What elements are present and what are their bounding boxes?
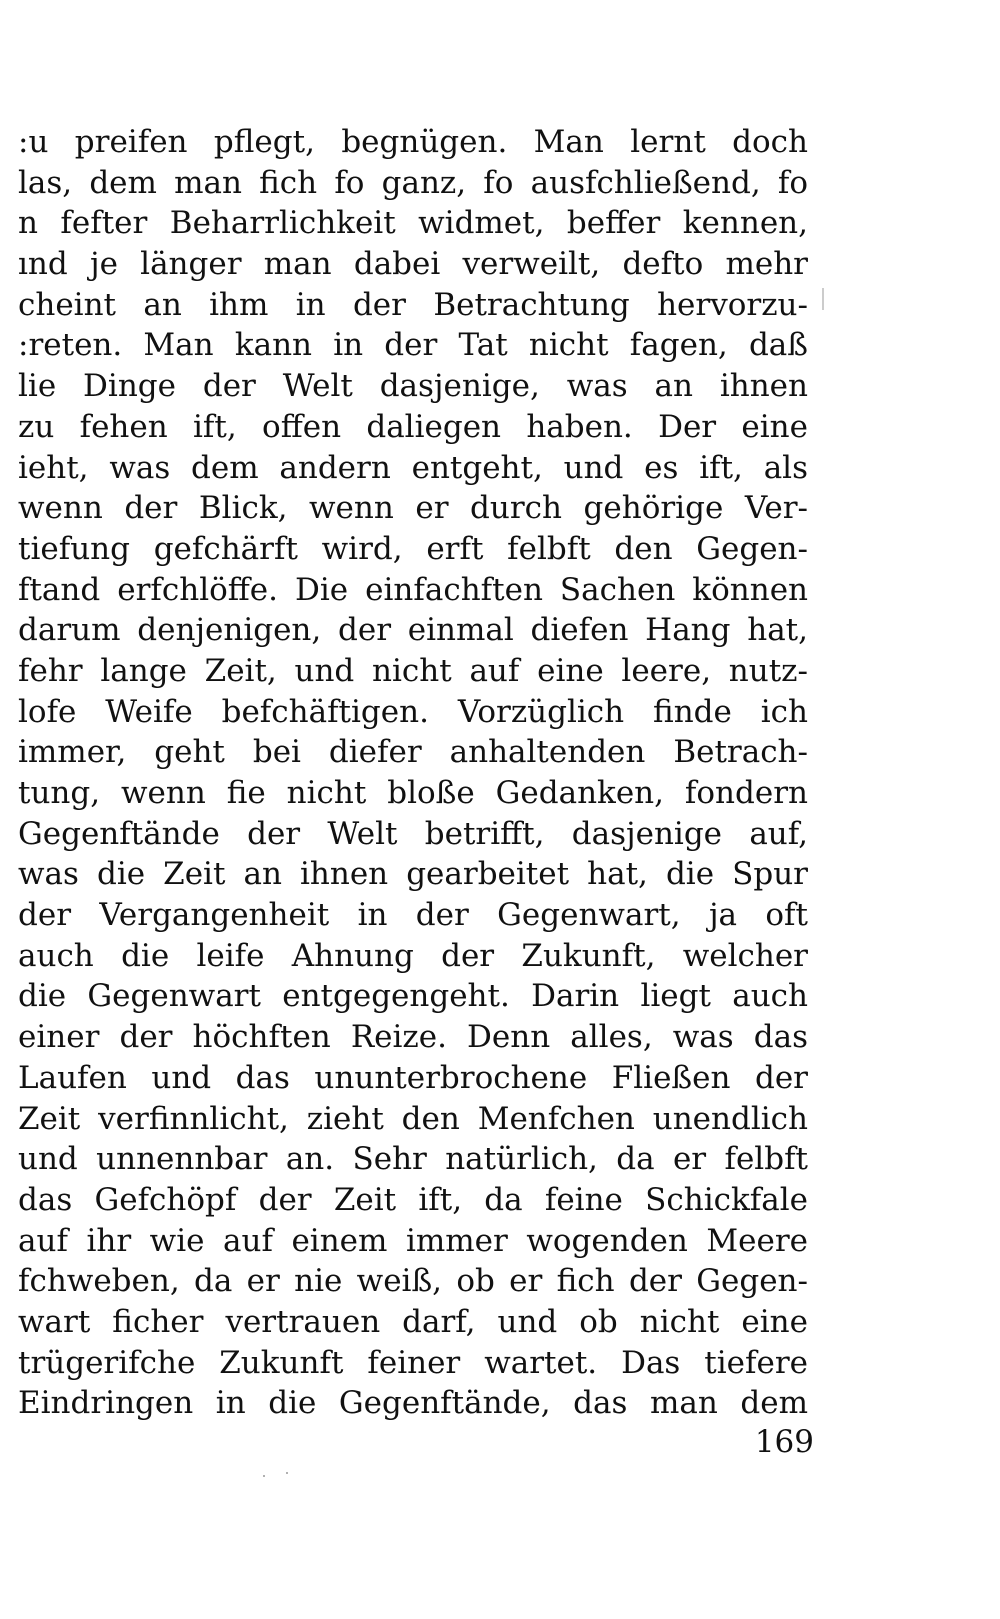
text-line: zu fehen ift, offen daliegen haben. Der eine (18, 408, 808, 445)
text-line: auch die leife Ahnung der Zukunft, welcher (18, 937, 808, 974)
text-line: darum denjenigen, der einmal diefen Hang hat, (18, 612, 808, 649)
body-text (18, 122, 808, 1424)
text-line: ieht, was dem andern entgeht, und es ift, als (18, 449, 808, 486)
text-line: Laufen und das ununterbrochene Fließen der (18, 1059, 808, 1096)
text-line: immer, geht bei diefer anhaltenden Betrach- (18, 734, 808, 771)
text-line: n fefter Beharrlichkeit widmet, beffer kennen, (18, 205, 808, 242)
scan-edge-mark (822, 288, 824, 310)
scan-speck (263, 1475, 265, 1477)
text-line: lofe Weife befchäftigen. Vorzüglich finde ich (18, 693, 808, 730)
text-line: ftand erfchlöffe. Die einfachften Sachen können (18, 571, 808, 608)
text-line: Eindringen in die Gegenftände, das man dem (18, 1385, 808, 1422)
text-line: Gegenftände der Welt betrifft, dasjenige auf, (18, 815, 808, 852)
text-line: wenn der Blick, wenn er durch gehörige Ver- (18, 490, 808, 527)
text-line: fehr lange Zeit, und nicht auf eine leere, nutz- (18, 652, 808, 689)
text-line: ınd je länger man dabei verweilt, defto mehr (18, 246, 808, 283)
text-line: las, dem man fich fo ganz, fo ausfchließend, fo (18, 164, 808, 201)
text-line: cheint an ihm in der Betrachtung hervorzu- (18, 286, 808, 323)
text-line: trügerifche Zukunft feiner wartet. Das tiefere (18, 1344, 808, 1381)
scan-speck (286, 1472, 288, 1474)
page-number: 169 (754, 1424, 814, 1460)
text-line: und unnennbar an. Sehr natürlich, da er felbft (18, 1141, 808, 1178)
text-line: einer der höchften Reize. Denn alles, was das (18, 1019, 808, 1056)
text-line: :u preifen pflegt, begnügen. Man lernt doch (18, 124, 808, 160)
text-line: das Gefchöpf der Zeit ift, da feine Schickfale (18, 1181, 808, 1218)
text-line: was die Zeit an ihnen gearbeitet hat, die Spur (18, 856, 808, 893)
text-line: der Vergangenheit in der Gegenwart, ja oft (18, 897, 808, 934)
text-line: :reten. Man kann in der Tat nicht fagen, daß (18, 327, 808, 364)
text-line: tung, wenn fie nicht bloße Gedanken, fondern (18, 775, 808, 811)
text-line: tiefung gefchärft wird, erft felbft den Gegen- (18, 530, 808, 567)
text-line: wart ficher vertrauen darf, und ob nicht eine (18, 1303, 808, 1340)
text-line: fchweben, da er nie weiß, ob er fich der Gegen- (18, 1263, 808, 1300)
text-line: die Gegenwart entgegengeht. Darin liegt auch (18, 978, 808, 1015)
text-line: Zeit verfinnlicht, zieht den Menfchen unendlich (18, 1100, 808, 1137)
text-line: auf ihr wie auf einem immer wogenden Meere (18, 1222, 808, 1259)
text-line: lie Dinge der Welt dasjenige, was an ihnen (18, 368, 808, 405)
